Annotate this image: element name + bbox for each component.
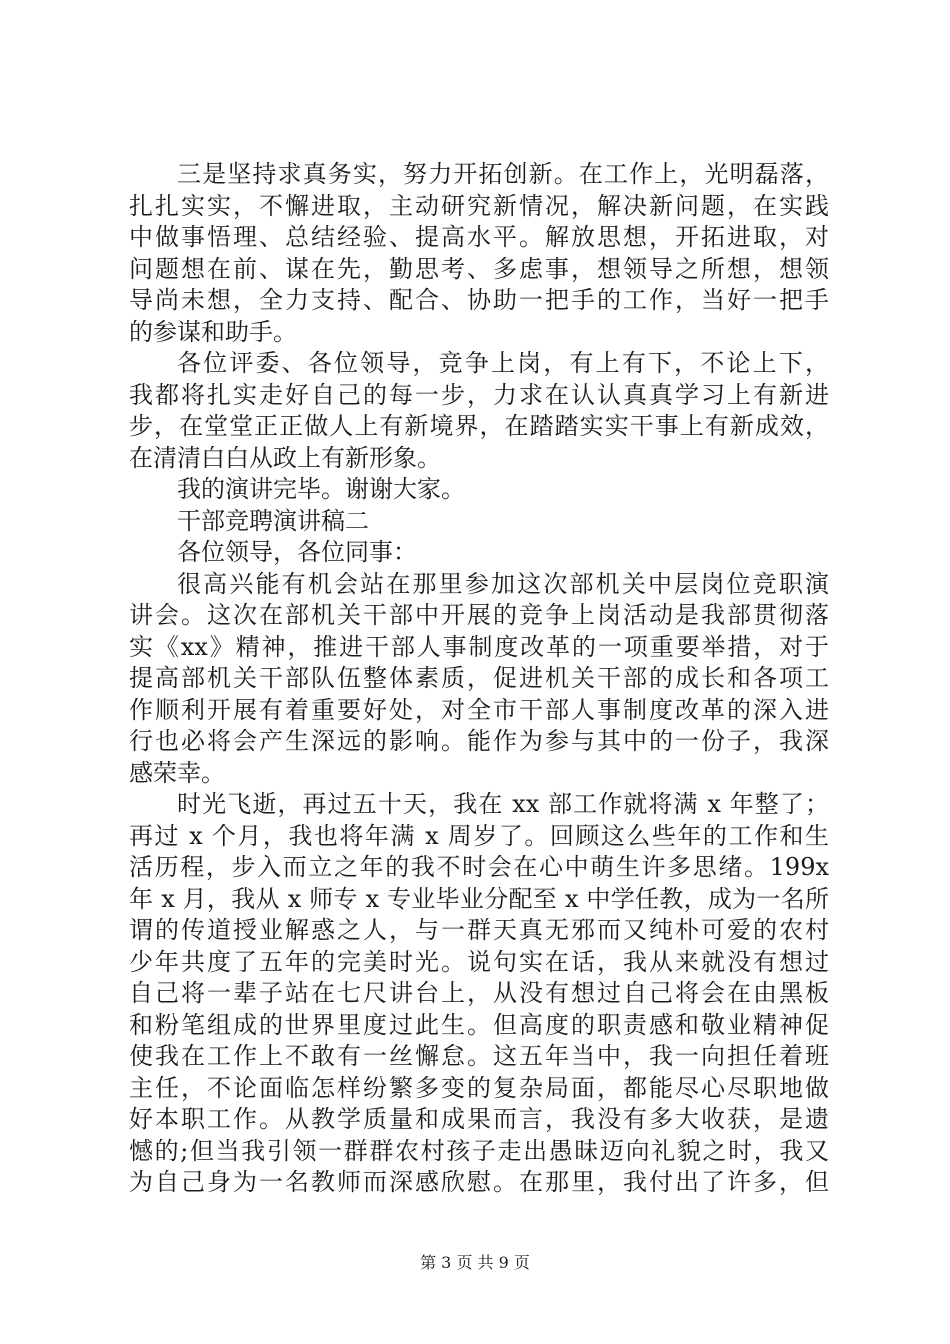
text-line: 再过 x 个月，我也将年满 x 周岁了。回顾这么些年的工作和生 <box>129 821 829 850</box>
text-line: 为自己身为一名教师而深感欣慰。在那里，我付出了许多，但 <box>129 1168 829 1196</box>
text-line: 干部竞聘演讲稿二 <box>177 506 369 535</box>
text-line: 扎扎实实，不懈进取，主动研究新情况，解决新问题，在实践 <box>129 191 829 220</box>
text-line: 好本职工作。从教学质量和成果而言，我没有多大收获，是遗 <box>129 1105 829 1133</box>
text-line: 很高兴能有机会站在那里参加这次部机关中层岗位竞职演 <box>177 569 829 598</box>
text-line: 谓的传道授业解惑之人，与一群天真无邪而又纯朴可爱的农村 <box>129 916 829 944</box>
page-footer: 第 3 页 共 9 页 <box>420 1253 530 1272</box>
text-line: 少年共度了五年的完美时光。说句实在话，我从来就没有想过 <box>129 947 829 976</box>
text-line: 时光飞逝，再过五十天，我在 xx 部工作就将满 x 年整了； <box>177 790 829 818</box>
text-line: 我的演讲完毕。谢谢大家。 <box>177 475 465 503</box>
text-line: 主任，不论面临怎样纷繁多变的复杂局面，都能尽心尽职地做 <box>129 1073 829 1102</box>
text-line: 的参谋和助手。 <box>129 317 297 346</box>
text-line: 使我在工作上不敢有一丝懈怠。这五年当中，我一向担任着班 <box>129 1042 829 1070</box>
text-line: 和粉笔组成的世界里度过此生。但高度的职责感和敬业精神促 <box>129 1010 829 1039</box>
text-line: 年 x 月，我从 x 师专 x 专业毕业分配至 x 中学任教，成为一名所 <box>129 884 829 913</box>
text-line: 讲会。这次在部机关干部中开展的竞争上岗活动是我部贯彻落 <box>129 601 829 629</box>
text-line: 三是坚持求真务实，努力开拓创新。在工作上，光明磊落， <box>177 160 829 188</box>
text-line: 各位评委、各位领导，竞争上岗，有上有下，不论上下， <box>177 349 829 377</box>
text-line: 中做事悟理、总结经验、提高水平。解放思想，开拓进取，对 <box>129 223 829 251</box>
text-line: 活历程，步入而立之年的我不时会在心中萌生许多思绪。199x <box>129 853 829 881</box>
text-line: 感荣幸。 <box>129 758 225 787</box>
text-line: 导尚未想，全力支持、配合、协助一把手的工作，当好一把手 <box>129 286 829 314</box>
text-line: 我都将扎实走好自己的每一步，力求在认认真真学习上有新进 <box>129 380 829 409</box>
text-line: 在清清白白从政上有新形象。 <box>129 443 441 472</box>
document-body <box>129 159 829 1199</box>
text-line: 各位领导，各位同事： <box>177 538 417 566</box>
text-line: 步，在堂堂正正做人上有新境界，在踏踏实实干事上有新成效， <box>129 412 829 440</box>
text-line: 作顺利开展有着重要好处，对全市干部人事制度改革的深入进 <box>129 695 829 724</box>
text-line: 行也必将会产生深远的影响。能作为参与其中的一份子，我深 <box>129 727 829 755</box>
text-line: 提高部机关干部队伍整体素质，促进机关干部的成长和各项工 <box>129 664 829 692</box>
text-line: 憾的;但当我引领一群群农村孩子走出愚昧迈向礼貌之时，我又 <box>129 1136 829 1165</box>
text-line: 实《xx》精神，推进干部人事制度改革的一项重要举措，对于 <box>129 632 829 661</box>
text-line: 问题想在前、谋在先，勤思考、多虑事，想领导之所想，想领 <box>129 254 829 283</box>
text-line: 自己将一辈子站在七尺讲台上，从没有想过自己将会在由黑板 <box>129 979 829 1007</box>
